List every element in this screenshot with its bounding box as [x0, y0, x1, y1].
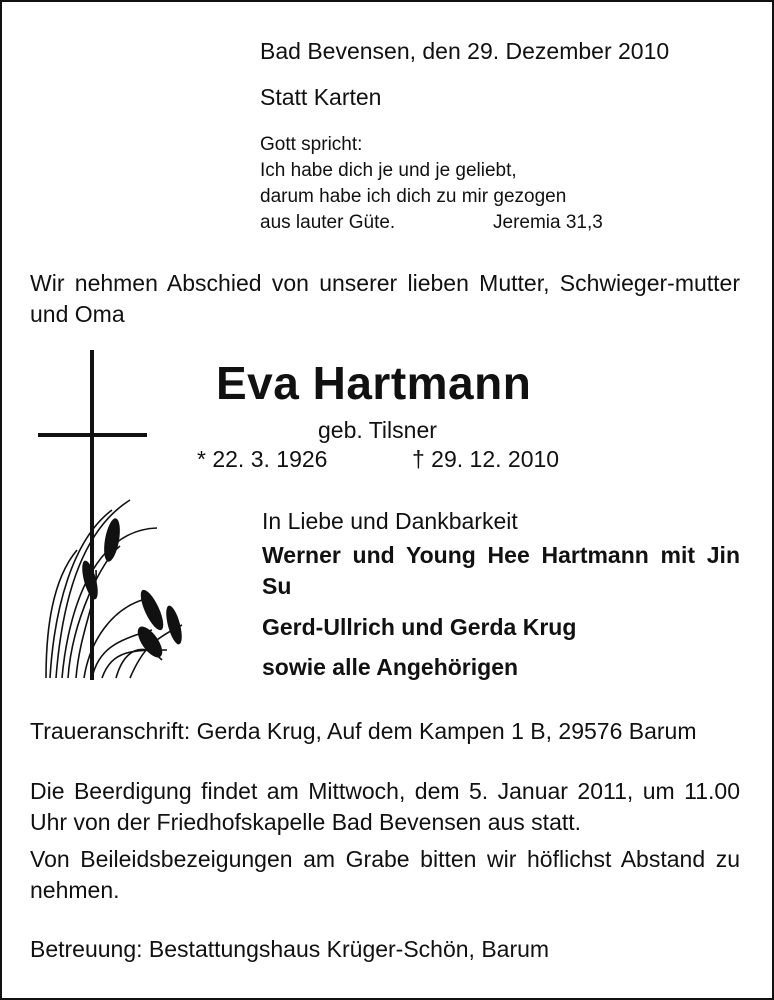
undertaker: Betreuung: Bestattungshaus Krüger-Schön, Barum — [30, 936, 550, 962]
cross-icon — [32, 350, 202, 685]
mourner-family: Werner und Young Hee Hartmann mit Jin Su — [262, 542, 740, 599]
intro-text: Wir nehmen Abschied von unserer lieben Mutter, Schwieger-mutter und Oma — [30, 270, 740, 327]
funeral-info: Die Beerdigung findet am Mittwoch, dem 5. Januar 2011, um 11.00 Uhr von der Friedhofskapelle Bad Bevensen aus statt. — [30, 778, 740, 835]
bible-verse — [260, 132, 630, 236]
place-date: Bad Bevensen, den 29. Dezember 2010 — [260, 38, 670, 64]
mourner-family: Gerd-Ullrich und Gerda Krug — [262, 614, 577, 640]
death-date: † 29. 12. 2010 — [412, 446, 560, 472]
deceased-name: Eva Hartmann — [216, 357, 532, 409]
birth-date: * 22. 3. 1926 — [197, 446, 328, 472]
statt-karten: Statt Karten — [260, 84, 382, 110]
birth-name: geb. Tilsner — [318, 417, 437, 443]
verse-last-row — [260, 210, 630, 236]
mourning-address: Traueranschrift: Gerda Krug, Auf dem Kampen 1 B, 29576 Barum — [30, 718, 697, 744]
verse-line: Gott spricht: — [260, 134, 363, 155]
mourners-intro: In Liebe und Dankbarkeit — [262, 508, 518, 534]
mourner-family: sowie alle Angehörigen — [262, 654, 519, 680]
condolences-note: Von Beileidsbezeigungen am Grabe bitten wir höflichst Abstand zu nehmen. — [30, 846, 740, 903]
verse-reference: Jeremia 31,3 — [493, 212, 603, 233]
verse-line: aus lauter Güte. — [260, 212, 396, 233]
verse-line: darum habe ich dich zu mir gezogen — [260, 186, 567, 207]
verse-line: Ich habe dich je und je geliebt, — [260, 160, 517, 181]
grass-ears-icon — [79, 517, 185, 661]
